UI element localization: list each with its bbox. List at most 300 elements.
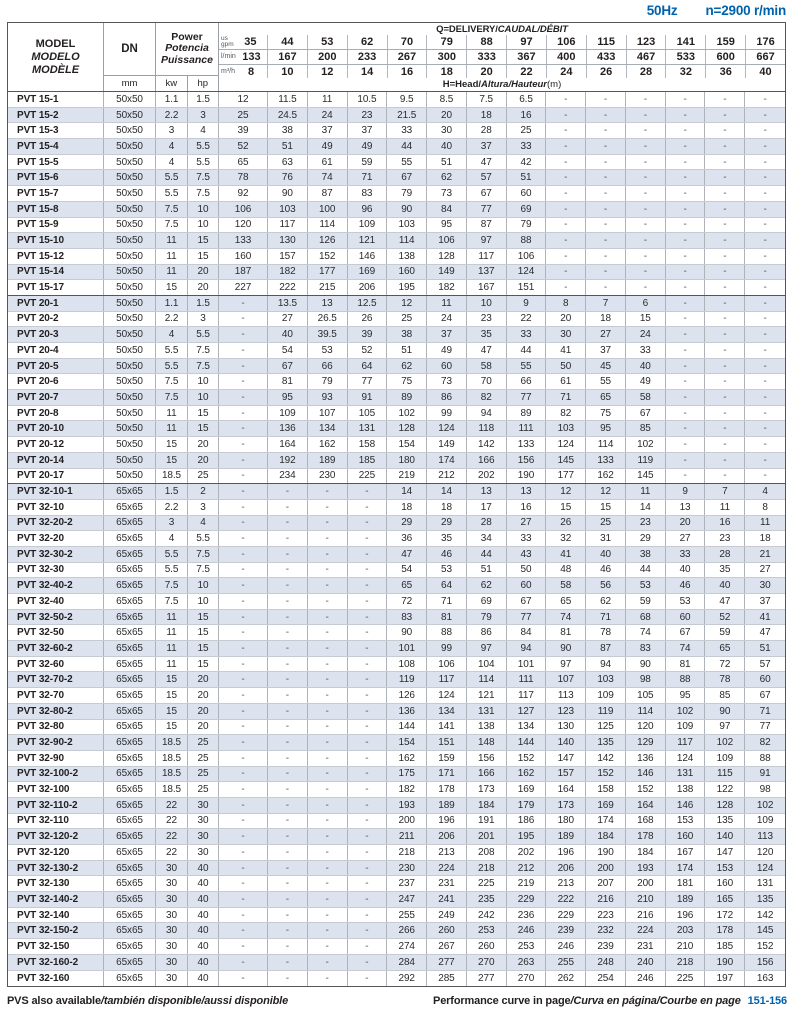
hp-cell: 2 (188, 484, 219, 499)
flow-value-cell: 123 (627, 35, 667, 49)
head-value-cell: - (705, 186, 745, 201)
head-value-cell: 16 (507, 108, 547, 123)
head-value-cell: 58 (546, 578, 586, 593)
head-value-cell: - (763, 344, 767, 356)
head-value-cell: 11 (705, 500, 745, 515)
head-value-cell: 255 (546, 955, 586, 970)
head-value-cell: 10.5 (348, 92, 388, 107)
head-value-cell: 39 (219, 123, 268, 138)
hp-cell: 7.5 (188, 563, 219, 578)
head-value-cell: 67 (507, 594, 547, 609)
head-value-cell: 173 (546, 798, 586, 813)
head-value-cell: 62 (586, 594, 626, 609)
head-value-cell: 93 (308, 390, 348, 405)
flow-unit-label: m³/h (221, 68, 235, 76)
hp-cell: 4 (188, 516, 219, 531)
head-value-cell: 134 (507, 720, 547, 735)
head-value-cell: 82 (467, 390, 507, 405)
head-value-cell: - (705, 139, 745, 154)
head-value-cell: 12.5 (348, 296, 388, 311)
flow-header (219, 23, 785, 91)
head-value-cell: - (586, 155, 626, 170)
head-value-cell: 229 (546, 908, 586, 923)
head-value-cell: - (546, 186, 586, 201)
table-row (8, 641, 785, 657)
head-value-cell: 21 (759, 548, 771, 560)
head-value-cell: 90 (705, 704, 745, 719)
head-value-cell: 270 (507, 971, 547, 987)
head-value-cell: 6 (626, 296, 666, 311)
head-value-cell: - (308, 782, 348, 797)
head-value-cell: 236 (507, 908, 547, 923)
pvs-note-i18n: /también disponible/aussi disponible (100, 995, 289, 1007)
head-value-cell: 11 (626, 484, 666, 499)
dn-cell: 65x65 (104, 845, 156, 860)
head-value-cell: - (763, 93, 767, 105)
head-value-cell: 253 (507, 939, 547, 954)
head-value-cell: - (268, 547, 308, 562)
table-row (8, 845, 785, 861)
dn-cell: 65x65 (104, 876, 156, 891)
head-value-cell: - (268, 657, 308, 672)
head-value-cell: 24 (427, 312, 467, 327)
head-value-cell: 33 (387, 123, 427, 138)
flow-value-cell: 8 (247, 65, 255, 78)
head-value-cell: - (348, 625, 388, 640)
head-value-cell: 227 (219, 280, 268, 295)
hp-cell: 10 (188, 218, 219, 233)
model-cell: PVT 15-3 (8, 123, 104, 138)
table-row (8, 955, 785, 971)
head-value-cell: 224 (427, 861, 467, 876)
head-value-cell: - (268, 767, 308, 782)
head-value-cell: 25 (507, 123, 547, 138)
head-value-cell: - (763, 313, 767, 325)
head-value-cell: 106 (219, 202, 268, 217)
head-value-cell: 71 (759, 705, 771, 717)
table-row (8, 296, 785, 312)
head-value-cell: - (348, 814, 388, 829)
head-value-cell: - (268, 923, 308, 938)
model-label-es: MODELO (31, 50, 80, 63)
head-value-cell: 270 (467, 955, 507, 970)
model-cell: PVT 20-2 (8, 312, 104, 327)
head-value-cell: 103 (546, 421, 586, 436)
head-value-cell: 51 (467, 563, 507, 578)
kw-cell: 11 (156, 233, 188, 248)
head-value-cell: 52 (348, 343, 388, 358)
head-value-cell: 46 (666, 578, 706, 593)
table-row (8, 971, 785, 987)
head-value-cell: 114 (387, 233, 427, 248)
head-value-cell: 134 (427, 704, 467, 719)
head-value-cell: - (348, 955, 388, 970)
hp-cell: 30 (188, 829, 219, 844)
head-value-cell: 78 (705, 672, 745, 687)
model-cell: PVT 32-90-2 (8, 735, 104, 750)
head-value-cell: 184 (626, 845, 666, 860)
head-value-cell: 81 (546, 625, 586, 640)
power-label-es: Potencia (165, 42, 209, 55)
head-value-cell: 83 (387, 610, 427, 625)
head-value-cell: - (666, 123, 706, 138)
head-value-cell: - (219, 704, 268, 719)
head-value-cell: - (219, 845, 268, 860)
head-value-cell: - (546, 92, 586, 107)
head-value-cell: 95 (586, 421, 626, 436)
dn-cell: 50x50 (104, 453, 156, 468)
head-value-cell: 27 (586, 327, 626, 342)
head-value-cell: 119 (387, 672, 427, 687)
head-value-cell: 65 (586, 390, 626, 405)
head-value-cell: 145 (626, 469, 666, 484)
head-value-cell: 169 (507, 782, 547, 797)
head-value-cell: 71 (348, 170, 388, 185)
head-value-cell: 192 (268, 453, 308, 468)
table-row (8, 594, 785, 610)
kw-cell: 5.5 (156, 170, 188, 185)
head-value-cell: 40 (268, 327, 308, 342)
head-value-cell: 37 (427, 327, 467, 342)
head-value-cell: 55 (586, 374, 626, 389)
hp-cell: 20 (188, 280, 219, 295)
flow-unit-cell (219, 50, 268, 64)
kw-cell: 2.2 (156, 108, 188, 123)
hp-cell: 30 (188, 814, 219, 829)
hp-cell: 20 (188, 437, 219, 452)
head-value-cell: 189 (666, 892, 706, 907)
flow-value-cell: 32 (666, 65, 706, 79)
head-value-cell: - (308, 829, 348, 844)
head-value-cell: 103 (268, 202, 308, 217)
head-value-cell: 144 (387, 720, 427, 735)
head-value-cell: 131 (348, 421, 388, 436)
table-row (8, 625, 785, 641)
head-value-cell: 21.5 (387, 108, 427, 123)
head-value-cell: 84 (507, 625, 547, 640)
head-value-cell: 49 (308, 139, 348, 154)
head-value-cell: 114 (467, 672, 507, 687)
head-value-cell: - (763, 470, 767, 482)
head-value-cell: 123 (546, 704, 586, 719)
head-value-cell: 101 (507, 657, 547, 672)
hp-cell: 20 (188, 688, 219, 703)
table-row (8, 735, 785, 751)
head-value-cell: - (308, 845, 348, 860)
head-value-cell: 87 (308, 186, 348, 201)
head-value-cell: 13 (467, 484, 507, 499)
head-value-cell: 136 (268, 421, 308, 436)
head-value-cell: 81 (666, 657, 706, 672)
head-value-cell: - (268, 563, 308, 578)
table-row (8, 751, 785, 767)
model-cell: PVT 15-10 (8, 233, 104, 248)
head-value-cell: 46 (427, 547, 467, 562)
head-value-cell: 106 (507, 249, 547, 264)
head-value-cell: - (626, 202, 666, 217)
head-value-cell: - (268, 892, 308, 907)
head-value-cell: 89 (387, 390, 427, 405)
head-value-cell: - (219, 594, 268, 609)
head-value-cell: 225 (666, 971, 706, 987)
head-value-cell: 27 (507, 516, 547, 531)
head-value-cell: - (219, 500, 268, 515)
head-value-cell: 136 (387, 704, 427, 719)
head-value-cell: 74 (546, 610, 586, 625)
head-value-cell: 120 (756, 846, 774, 858)
head-value-cell: - (666, 139, 706, 154)
head-value-cell: 78 (586, 625, 626, 640)
head-value-cell: - (626, 218, 666, 233)
head-value-cell: 99 (427, 406, 467, 421)
head-value-cell: - (586, 265, 626, 280)
power-unit-hp: hp (197, 78, 209, 89)
kw-cell: 22 (156, 845, 188, 860)
head-value-cell: - (546, 155, 586, 170)
head-value-cell: 11 (760, 517, 771, 529)
kw-cell: 1.5 (156, 484, 188, 499)
head-value-cell: 180 (387, 453, 427, 468)
head-value-cell: - (666, 406, 706, 421)
flow-value-cell: 88 (467, 35, 507, 49)
head-value-cell: - (763, 282, 767, 294)
head-value-cell: 9 (666, 484, 706, 499)
model-cell: PVT 32-30-2 (8, 547, 104, 562)
dn-cell: 65x65 (104, 578, 156, 593)
table-row (8, 767, 785, 783)
head-value-cell: 53 (626, 578, 666, 593)
flow-value-cell: 22 (507, 65, 547, 79)
kw-cell: 11 (156, 406, 188, 421)
head-value-cell: 41 (546, 343, 586, 358)
head-value-cell: 124 (427, 688, 467, 703)
head-value-cell: - (763, 250, 767, 262)
curve-page-numbers: 151-156 (747, 995, 787, 1007)
head-value-cell: 18 (586, 312, 626, 327)
head-value-cell: - (219, 469, 268, 484)
head-value-cell: - (308, 892, 348, 907)
head-value-cell: - (348, 594, 388, 609)
head-value-cell: 129 (626, 735, 666, 750)
dn-cell: 50x50 (104, 359, 156, 374)
head-value-cell: - (219, 531, 268, 546)
head-value-cell: 164 (268, 437, 308, 452)
head-value-cell: - (308, 735, 348, 750)
head-value-cell: 154 (387, 437, 427, 452)
head-value-cell: 114 (626, 704, 666, 719)
table-row (8, 170, 785, 186)
head-value-cell: - (586, 202, 626, 217)
head-value-cell: - (308, 971, 348, 987)
head-value-cell: - (705, 280, 745, 295)
hp-cell: 40 (188, 955, 219, 970)
kw-cell: 11 (156, 641, 188, 656)
dn-label: DN (121, 43, 138, 55)
table-row (8, 782, 785, 798)
head-value-cell: 9 (507, 296, 547, 311)
model-cell: PVT 32-120-2 (8, 829, 104, 844)
head-value-cell: - (666, 155, 706, 170)
head-value-cell: 26 (546, 516, 586, 531)
head-value-cell: 124 (756, 862, 774, 874)
head-value-cell: 165 (705, 892, 745, 907)
head-value-cell: 160 (705, 876, 745, 891)
dn-cell: 50x50 (104, 390, 156, 405)
head-value-cell: 109 (705, 751, 745, 766)
kw-cell: 2.2 (156, 312, 188, 327)
head-value-cell: - (705, 343, 745, 358)
head-value-cell: 149 (427, 437, 467, 452)
table-row (8, 108, 785, 124)
head-value-cell: - (308, 641, 348, 656)
delivery-label-en: Q=DELIVERY/ (436, 24, 498, 35)
head-value-cell: - (268, 672, 308, 687)
model-cell: PVT 15-2 (8, 108, 104, 123)
dn-cell: 50x50 (104, 280, 156, 295)
kw-cell: 11 (156, 657, 188, 672)
head-value-cell: 95 (427, 218, 467, 233)
kw-cell: 5.5 (156, 359, 188, 374)
head-value-cell: 169 (348, 265, 388, 280)
head-value-cell: 74 (626, 625, 666, 640)
flow-value-cell: 400 (547, 50, 587, 64)
hp-cell: 30 (188, 845, 219, 860)
head-value-cell: 164 (546, 782, 586, 797)
head-value-cell: - (666, 233, 706, 248)
table-row (8, 469, 785, 485)
head-value-cell: - (666, 312, 706, 327)
head-value-cell: 187 (219, 265, 268, 280)
head-value-cell: 171 (427, 767, 467, 782)
head-value-cell: 229 (507, 892, 547, 907)
head-value-cell: - (546, 265, 586, 280)
head-value-cell: - (268, 939, 308, 954)
head-value-cell: 213 (427, 845, 467, 860)
kw-cell: 7.5 (156, 594, 188, 609)
head-value-cell: 99 (427, 641, 467, 656)
head-value-cell: - (308, 876, 348, 891)
dn-cell: 65x65 (104, 908, 156, 923)
hp-cell: 15 (188, 406, 219, 421)
dn-cell: 50x50 (104, 469, 156, 484)
head-value-cell: 131 (756, 878, 774, 890)
head-value-cell: 140 (705, 829, 745, 844)
head-value-cell: 58 (467, 359, 507, 374)
head-value-cell: 47 (705, 594, 745, 609)
head-value-cell: 151 (507, 280, 547, 295)
head-value-cell: 13 (507, 484, 547, 499)
head-value-cell: 239 (586, 939, 626, 954)
head-value-cell: 138 (666, 782, 706, 797)
head-value-cell: 128 (427, 249, 467, 264)
head-value-cell: 44 (387, 139, 427, 154)
hp-cell: 5.5 (188, 155, 219, 170)
dn-cell: 65x65 (104, 798, 156, 813)
head-value-cell: 167 (467, 280, 507, 295)
head-value-cell: 88 (427, 625, 467, 640)
head-value-cell: - (219, 861, 268, 876)
kw-cell: 30 (156, 876, 188, 891)
head-value-cell: - (268, 531, 308, 546)
hp-cell: 20 (188, 453, 219, 468)
head-value-cell: 37 (467, 139, 507, 154)
head-value-cell: - (219, 829, 268, 844)
hp-cell: 15 (188, 249, 219, 264)
pvs-note (7, 995, 288, 1007)
head-value-cell: - (219, 672, 268, 687)
head-value-cell: 51 (427, 155, 467, 170)
head-value-cell: - (219, 923, 268, 938)
head-value-cell: - (763, 125, 767, 137)
flow-unit-row (219, 35, 785, 49)
dn-cell: 65x65 (104, 657, 156, 672)
table-row (8, 861, 785, 877)
flow-value-cell: 10 (268, 65, 308, 79)
head-value-cell: 13 (308, 296, 348, 311)
head-value-cell: - (308, 657, 348, 672)
head-value-cell: 40 (586, 547, 626, 562)
dn-cell: 65x65 (104, 782, 156, 797)
head-value-cell: - (348, 845, 388, 860)
head-value-cell: - (219, 547, 268, 562)
model-cell: PVT 32-150-2 (8, 923, 104, 938)
dn-cell: 50x50 (104, 139, 156, 154)
head-value-cell: - (348, 939, 388, 954)
page-footer (7, 995, 787, 1007)
dn-cell: 50x50 (104, 155, 156, 170)
dn-cell: 50x50 (104, 437, 156, 452)
head-value-cell: 71 (427, 594, 467, 609)
head-value-cell: 94 (467, 406, 507, 421)
head-value-cell: - (219, 421, 268, 436)
head-value-cell: 41 (759, 611, 771, 623)
head-value-cell: 65 (705, 641, 745, 656)
model-cell: PVT 32-30 (8, 563, 104, 578)
head-value-cell: 105 (626, 688, 666, 703)
head-value-cell: 124 (507, 265, 547, 280)
head-value-cell: 8 (546, 296, 586, 311)
kw-cell: 4 (156, 155, 188, 170)
head-value-cell: 108 (387, 657, 427, 672)
head-value-cell: - (586, 233, 626, 248)
head-value-cell: 216 (626, 908, 666, 923)
table-row (8, 218, 785, 234)
head-value-cell: 212 (427, 469, 467, 484)
head-value-cell: 180 (546, 814, 586, 829)
model-cell: PVT 32-140 (8, 908, 104, 923)
head-value-cell: 133 (586, 453, 626, 468)
model-cell: PVT 32-10 (8, 500, 104, 515)
head-value-cell: 87 (586, 641, 626, 656)
head-value-cell: 146 (348, 249, 388, 264)
head-value-cell: 114 (308, 218, 348, 233)
hp-cell: 7.5 (188, 343, 219, 358)
kw-cell: 30 (156, 939, 188, 954)
head-value-cell: 182 (268, 265, 308, 280)
head-value-cell: 73 (427, 186, 467, 201)
head-value-cell: 277 (427, 955, 467, 970)
head-value-cell: - (705, 202, 745, 217)
head-value-cell: 119 (626, 453, 666, 468)
head-value-cell: 44 (626, 563, 666, 578)
head-value-cell: 32 (546, 531, 586, 546)
head-label-unit: (m) (547, 79, 562, 91)
head-value-cell: 201 (467, 829, 507, 844)
head-value-cell: 147 (705, 845, 745, 860)
head-value-cell: 153 (666, 814, 706, 829)
head-value-cell: 27 (666, 531, 706, 546)
head-value-cell: 40 (626, 359, 666, 374)
